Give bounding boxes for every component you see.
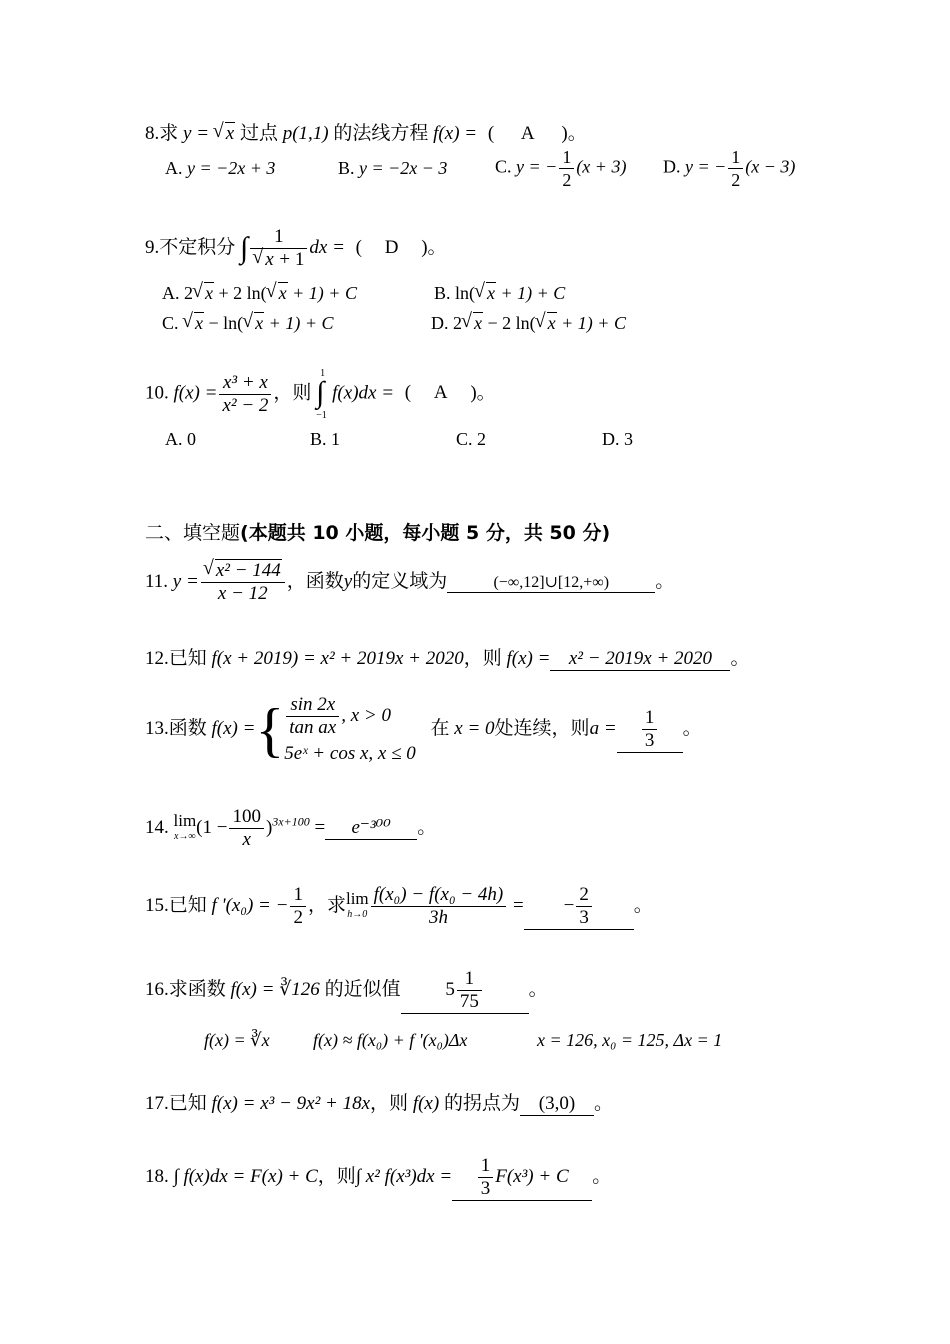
option-b: B. y = −2x − 3	[338, 158, 448, 178]
question-number: 10.	[145, 382, 169, 404]
question-text: 的法线方程	[333, 123, 429, 144]
hint-2: f(x) ≈ f(x₀) + f '(x₀)Δx	[313, 1030, 468, 1050]
question-text: 已知	[168, 894, 207, 916]
sqrt-expr: √ x	[214, 123, 235, 145]
question-number: 12.	[145, 648, 169, 669]
math-expr: f(x) =	[211, 717, 256, 739]
question-number: 15.	[145, 894, 169, 916]
option-a: A. 2√ x + 2 ln(√ x + 1) + C	[162, 283, 357, 304]
answer-blank: e⁻³⁰⁰	[325, 816, 417, 840]
option-b: B. ln(√ x + 1) + C	[434, 283, 565, 304]
option-c: C. 2	[456, 429, 487, 449]
paren: (	[404, 382, 412, 404]
piecewise-cases: $\frac{\sin 2x}{\text{tan ax}}$ , x > 0 5eˣ + cos x, x ≤ 0	[284, 694, 416, 764]
question-number: 13.	[145, 717, 169, 739]
question-12: 12.已知 f(x + 2019) = x² + 2019x + 2020，则 f(x) = x² − 2019x + 2020 。	[145, 648, 750, 669]
answer-blank: − $\frac{2}{3}$	[524, 884, 634, 930]
answer-blank: $\frac{1}{3}$ F(x³) + C	[452, 1155, 592, 1201]
question-11: 11. y = √ $\frac{\text{x² − 144}}{x - 12}$ ，函数y的定义域为 (−∞,12]∪[12,+∞) 。	[145, 560, 674, 605]
section-subtitle: (本题共 10 小题，每小题 5 分，共 50 分)	[240, 522, 611, 544]
question-15: 15.已知 f '(x₀) = − $\frac{1}{2}$ ，求 lim h→0 $\frac{\text{f(x₀) − f(x₀ − 4h)}}{3h}$ = − $\frac{2}{3}$ 。	[145, 884, 653, 928]
question-number: 8.	[145, 123, 160, 144]
answer: D	[384, 236, 399, 258]
math-expr: f(x) = x³ − 9x² + 18x	[211, 1093, 371, 1114]
answer-blank: $\frac{1}{3}$	[617, 707, 683, 753]
question-14: 14. lim x→∞ (1 − $\frac{100}{x}$ )$^{3x+100}$ = e⁻³⁰⁰ 。	[145, 806, 437, 850]
question-text: 的近似值	[324, 978, 401, 1000]
math-expr: f(x) = ∛126	[230, 978, 320, 1000]
question-number: 17.	[145, 1093, 169, 1114]
question-text: ，求	[307, 894, 346, 916]
math-expr: y =	[183, 123, 214, 144]
question-text: 不定积分	[159, 236, 236, 258]
paren: )。	[421, 236, 447, 258]
option-d: D. 2√ x − 2 ln(√ x + 1) + C	[431, 313, 626, 334]
piecewise-brace: {	[255, 696, 285, 763]
option-d: D. y = − $\frac{1}{2}$ (x − 3)	[663, 147, 796, 190]
hint-3: x = 126, x₀ = 125, Δx = 1	[537, 1030, 723, 1050]
question-17: 17.已知 f(x) = x³ − 9x² + 18x，则 f(x) 的拐点为 (3,0) 。	[145, 1093, 613, 1114]
question-text: ，则	[463, 648, 502, 669]
fraction: $\frac{\text{x³ + x}}{\text{x² − 2}}$	[219, 372, 271, 417]
section-heading	[145, 518, 610, 545]
question-text: 的拐点为	[443, 1093, 520, 1114]
answer-blank: x² − 2019x + 2020	[550, 648, 730, 671]
math-expr: f(x + 2019) = x² + 2019x + 2020	[211, 648, 464, 669]
paren: )。	[561, 123, 587, 144]
fraction: 1 √ x + 1	[250, 226, 307, 271]
math-expr: p(1,1)	[282, 123, 329, 144]
question-text: ，则	[273, 382, 312, 404]
math-expr: y =	[172, 570, 199, 592]
question-text: 求	[159, 123, 179, 144]
math-expr: dx =	[309, 236, 345, 258]
math-expr: f(x) =	[433, 123, 478, 144]
question-text: 已知	[168, 648, 207, 669]
question-number: 14.	[145, 816, 169, 838]
definite-integral-sign: 1 ∫ −1	[316, 368, 327, 421]
limit: lim h→0	[345, 888, 369, 920]
math-expr: ∫ f(x)dx = F(x) + C	[173, 1165, 318, 1187]
question-text: 过点	[239, 123, 278, 144]
answer: A	[520, 123, 535, 144]
question-18: 18. ∫ f(x)dx = F(x) + C，则∫ x² f(x³)dx = $\frac{1}{3}$ F(x³) + C 。	[145, 1155, 612, 1199]
answer-blank: (3,0)	[520, 1093, 594, 1116]
question-10	[145, 368, 496, 421]
question-number: 18.	[145, 1165, 169, 1187]
section-title: 二、填空题	[145, 523, 241, 544]
question-text: 在	[430, 717, 450, 739]
limit: lim x→∞	[173, 810, 197, 842]
option-d: D. 3	[602, 429, 633, 449]
question-text: ，函数	[286, 570, 344, 592]
option-c: C. √ x − ln(√ x + 1) + C	[162, 313, 333, 334]
integral-sign: ∫	[240, 231, 249, 265]
fraction: √ $\frac{\text{x² − 144}}{x - 12}$	[201, 560, 285, 605]
answer: A	[433, 382, 448, 404]
option-a: A. 0	[165, 429, 196, 449]
question-9	[145, 226, 447, 271]
answer-blank: 5 $\frac{1}{75}$	[401, 968, 529, 1014]
question-13: 13.函数 f(x) ={ $\frac{\sin 2x}{\text{tan ax}}$ , x > 0 5eˣ + cos x, x ≤ 0 在 x = 0处连续，则a = $\frac{1}{3}$ 。	[145, 694, 702, 764]
question-8	[145, 118, 587, 145]
question-text: ，则	[317, 1165, 356, 1187]
option-c: C. y = − $\frac{1}{2}$ (x + 3)	[495, 147, 627, 190]
hint-1: f(x) = ∛x	[204, 1030, 270, 1050]
question-text: 已知	[168, 1093, 207, 1114]
question-text: 处连续，则	[494, 717, 590, 739]
paren: (	[355, 236, 362, 258]
paren: )。	[470, 382, 496, 404]
question-text: ，则	[370, 1093, 409, 1114]
question-text: 的定义域为	[352, 570, 448, 592]
question-text: 求函数	[168, 978, 226, 1000]
answer-blank: (−∞,12]∪[12,+∞)	[447, 572, 655, 593]
option-b: B. 1	[310, 429, 341, 449]
paren: (	[487, 123, 495, 144]
math-expr: f(x)dx =	[332, 382, 395, 404]
question-16: 16.求函数 f(x) = ∛126 的近似值 5 $\frac{1}{75}$ 。	[145, 968, 548, 1012]
question-number: 9.	[145, 236, 160, 258]
question-number: 16.	[145, 978, 169, 1000]
math-expr: f(x) =	[506, 648, 551, 669]
math-expr: ∫ x² f(x³)dx =	[355, 1165, 453, 1187]
math-expr: f(x) =	[173, 382, 218, 404]
option-a: A. y = −2x + 3	[165, 158, 276, 178]
question-number: 11.	[145, 570, 169, 592]
question-text: 函数	[168, 717, 207, 739]
